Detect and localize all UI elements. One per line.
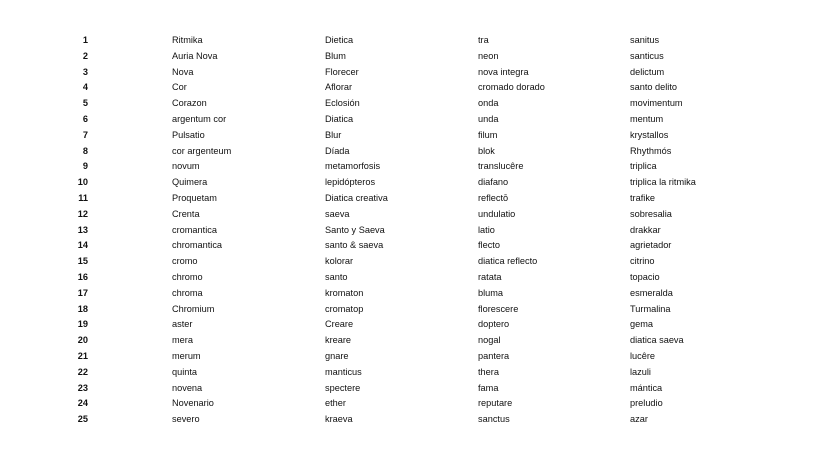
table-row: [0, 49, 820, 65]
name-cell-col1: novena: [172, 382, 203, 393]
name-cell-col4: mentum: [630, 113, 664, 124]
row-number: 7: [82, 129, 88, 140]
name-cell-col1: novum: [172, 161, 200, 172]
table-row: [0, 365, 820, 381]
table-row: [0, 333, 820, 349]
name-cell-col1: chroma: [172, 287, 203, 298]
name-cell-col2: kreare: [325, 335, 352, 346]
name-cell-col3: flecto: [478, 240, 500, 251]
name-cell-col2: cromatop: [325, 303, 364, 314]
row-number: 22: [77, 366, 88, 377]
name-cell-col3: bluma: [478, 287, 504, 298]
name-cell-col3: undulatio: [478, 208, 516, 219]
row-number: 18: [77, 303, 88, 314]
name-cell-col2: Diatica creativa: [325, 192, 388, 203]
name-cell-col3: nova integra: [478, 66, 529, 77]
name-cell-col2: santo & saeva: [325, 240, 384, 251]
name-cell-col3: latio: [478, 224, 495, 235]
name-cell-col4: sobresalia: [630, 208, 672, 219]
row-number: 9: [82, 161, 88, 172]
name-cell-col3: pantera: [478, 350, 510, 361]
name-cell-col1: argentum cor: [172, 113, 227, 124]
table-row: [0, 381, 820, 397]
table-row: [0, 412, 820, 428]
row-number: 10: [77, 177, 88, 188]
name-cell-col4: citrino: [630, 256, 655, 267]
name-cell-col4: preludio: [630, 398, 663, 409]
name-cell-col2: kolorar: [325, 256, 354, 267]
name-cell-col2: saeva: [325, 208, 350, 219]
table-row: [0, 191, 820, 207]
row-number: 19: [77, 319, 88, 330]
name-cell-col4: triplica: [630, 161, 657, 172]
name-cell-col1: Chromium: [172, 303, 215, 314]
name-cell-col2: Diatica: [325, 113, 354, 124]
name-cell-col2: Creare: [325, 319, 354, 330]
name-cell-col1: chromo: [172, 271, 203, 282]
row-number: 4: [82, 82, 88, 93]
table-row: [0, 302, 820, 318]
name-cell-col1: Pulsatio: [172, 129, 205, 140]
name-cell-col1: Crenta: [172, 208, 200, 219]
row-number: 5: [82, 98, 88, 109]
name-cell-col3: unda: [478, 113, 499, 124]
name-cell-col3: onda: [478, 98, 499, 109]
name-cell-col4: krystallos: [630, 129, 669, 140]
table-row: [0, 112, 820, 128]
name-cell-col2: Dietica: [325, 35, 354, 45]
name-list-table: [0, 33, 820, 428]
table-row: [0, 396, 820, 412]
name-cell-col3: diafano: [478, 177, 509, 188]
name-cell-col2: Florecer: [325, 66, 359, 77]
name-cell-col1: aster: [172, 319, 193, 330]
row-number: 17: [77, 287, 88, 298]
name-cell-col4: gema: [630, 319, 653, 330]
row-number: 3: [82, 66, 88, 77]
row-number: 21: [77, 350, 88, 361]
table-row: [0, 65, 820, 81]
name-cell-col4: trafike: [630, 192, 656, 203]
name-cell-col3: cromado dorado: [478, 82, 545, 93]
name-cell-col4: delictum: [630, 66, 665, 77]
name-cell-col2: Díada: [325, 145, 350, 156]
row-number: 23: [77, 382, 88, 393]
name-cell-col2: spectere: [325, 382, 361, 393]
name-cell-col1: cromantica: [172, 224, 217, 235]
name-cell-col3: reflectō: [478, 192, 509, 203]
name-cell-col2: santo: [325, 271, 348, 282]
row-number: 25: [77, 414, 88, 425]
name-cell-col3: nogal: [478, 335, 501, 346]
name-cell-col3: sanctus: [478, 414, 510, 425]
row-number: 14: [77, 240, 88, 251]
name-cell-col3: doptero: [478, 319, 510, 330]
name-cell-col1: Auria Nova: [172, 50, 218, 61]
name-cell-col4: Rhythmós: [630, 145, 672, 156]
name-cell-col3: filum: [478, 129, 498, 140]
name-cell-col3: tra: [478, 35, 489, 45]
name-cell-col3: blok: [478, 145, 495, 156]
table-row: [0, 349, 820, 365]
name-cell-col4: azar: [630, 414, 648, 425]
name-cell-col4: Turmalina: [630, 303, 671, 314]
name-cell-col1: mera: [172, 335, 193, 346]
name-cell-col4: topacio: [630, 271, 660, 282]
row-number: 2: [82, 50, 88, 61]
name-cell-col4: santicus: [630, 50, 664, 61]
row-number: 16: [77, 271, 88, 282]
table-row: [0, 317, 820, 333]
row-number: 8: [82, 145, 88, 156]
table-row: [0, 254, 820, 270]
name-cell-col1: Nova: [172, 66, 194, 77]
table-row: [0, 223, 820, 239]
name-cell-col3: reputare: [478, 398, 513, 409]
name-cell-col4: lucêre: [630, 350, 656, 361]
name-cell-col4: santo delito: [630, 82, 677, 93]
name-cell-col1: Novenario: [172, 398, 214, 409]
name-cell-col2: kraeva: [325, 414, 353, 425]
name-cell-col2: manticus: [325, 366, 362, 377]
table-row: [0, 286, 820, 302]
name-cell-col2: gnare: [325, 350, 349, 361]
row-number: 12: [77, 208, 88, 219]
table-row: [0, 270, 820, 286]
name-cell-col1: cromo: [172, 256, 198, 267]
name-cell-col4: triplica la ritmika: [630, 177, 696, 188]
table-row: [0, 128, 820, 144]
name-cell-col2: Aflorar: [325, 82, 353, 93]
table-row: [0, 207, 820, 223]
row-number: 13: [77, 224, 88, 235]
name-cell-col4: lazuli: [630, 366, 651, 377]
row-number: 15: [77, 256, 88, 267]
name-cell-col2: kromaton: [325, 287, 364, 298]
table-row: [0, 144, 820, 160]
name-cell-col1: severo: [172, 414, 200, 425]
name-cell-col1: cor argenteum: [172, 145, 232, 156]
name-cell-col4: diatica saeva: [630, 335, 684, 346]
name-cell-col1: Corazon: [172, 98, 207, 109]
name-cell-col2: Blum: [325, 50, 346, 61]
name-cell-col1: quinta: [172, 366, 198, 377]
name-cell-col1: Proquetam: [172, 192, 217, 203]
name-cell-col1: Cor: [172, 82, 187, 93]
row-number: 1: [82, 35, 88, 45]
row-number: 20: [77, 335, 88, 346]
name-cell-col4: sanitus: [630, 35, 660, 45]
name-cell-col2: Blur: [325, 129, 342, 140]
table-row: [0, 238, 820, 254]
row-number: 24: [77, 398, 88, 409]
name-cell-col2: Eclosión: [325, 98, 360, 109]
name-cell-col3: ratata: [478, 271, 502, 282]
name-cell-col2: Santo y Saeva: [325, 224, 385, 235]
name-cell-col2: ether: [325, 398, 346, 409]
name-cell-col4: agrietador: [630, 240, 672, 251]
table-row: [0, 175, 820, 191]
table-row: [0, 159, 820, 175]
name-cell-col1: merum: [172, 350, 201, 361]
name-cell-col1: Ritmika: [172, 35, 203, 45]
table-row: [0, 33, 820, 49]
row-number: 11: [78, 192, 88, 203]
table-row: [0, 80, 820, 96]
name-cell-col1: chromantica: [172, 240, 223, 251]
name-cell-col4: drakkar: [630, 224, 661, 235]
name-cell-col3: translucêre: [478, 161, 524, 172]
name-cell-col3: florescere: [478, 303, 519, 314]
name-cell-col4: mántica: [630, 382, 663, 393]
name-cell-col3: diatica reflecto: [478, 256, 538, 267]
name-cell-col1: Quimera: [172, 177, 208, 188]
name-cell-col3: neon: [478, 50, 499, 61]
name-cell-col4: movimentum: [630, 98, 683, 109]
name-cell-col2: lepidópteros: [325, 177, 376, 188]
name-cell-col2: metamorfosis: [325, 161, 381, 172]
table-row: [0, 96, 820, 112]
name-cell-col3: thera: [478, 366, 499, 377]
name-cell-col3: fama: [478, 382, 499, 393]
row-number: 6: [82, 113, 88, 124]
name-cell-col4: esmeralda: [630, 287, 673, 298]
